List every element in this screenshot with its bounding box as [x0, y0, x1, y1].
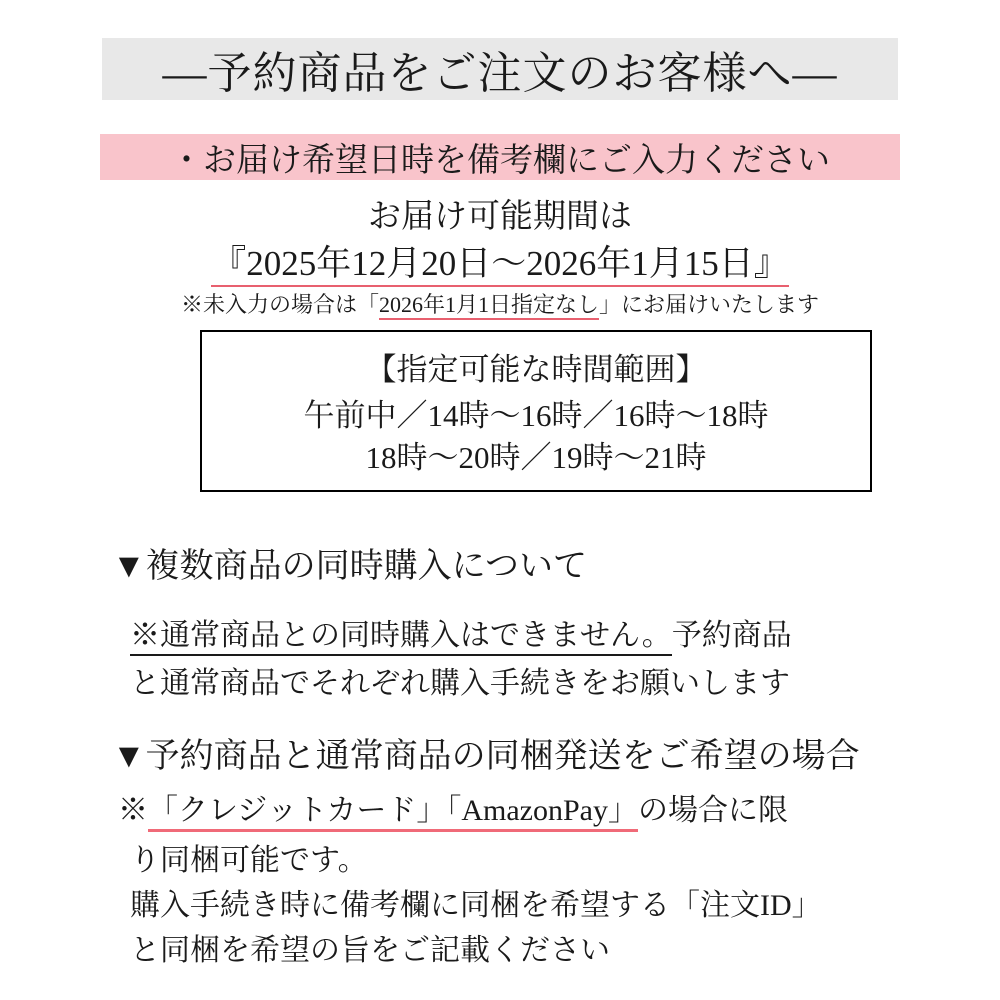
delivery-note-suffix: 」にお届けいたします [599, 292, 820, 317]
delivery-note-underlined: 2026年1月1日指定なし [379, 292, 599, 320]
section-bundle-line-3: 購入手続き時に備考欄に同梱を希望する「注文ID」 [130, 889, 822, 922]
header-banner [102, 38, 898, 100]
delivery-period-range [0, 236, 1000, 286]
time-range-box [200, 330, 872, 492]
section-bundle-line-2: り同梱可能です。 [130, 844, 368, 877]
section-bundle-line-1-suffix: の場合に限 [637, 794, 788, 827]
section-bundle-heading: ▼予約商品と通常商品の同梱発送をご希望の場合 [112, 738, 860, 775]
delivery-period-range-text: 『2025年12月20日〜2026年1月15日』 [211, 244, 789, 287]
delivery-default-note [0, 288, 1000, 319]
delivery-highlight-text: ・お届け希望日時を備考欄にご入力ください [170, 142, 830, 179]
section-multi-line-1 [130, 610, 792, 654]
time-range-row-2: 18時〜20時／19時〜21時 [365, 439, 707, 475]
delivery-highlight [100, 134, 900, 180]
section-bundle-line-1-prefix: ※ [118, 794, 148, 827]
delivery-period-label: お届け可能期間は [368, 199, 632, 235]
section-bundle-line-4: と同梱を希望の旨をご記載ください [130, 934, 610, 967]
section-multi-line-2: と通常商品でそれぞれ購入手続きをお願いします [130, 667, 790, 700]
delivery-note-prefix: ※未入力の場合は「 [180, 292, 379, 317]
page-title: ―予約商品をご注文のお客様へ― [162, 49, 838, 98]
section-bundle-line-1 [118, 785, 788, 829]
time-range-row-1: 午前中／14時〜16時／16時〜18時 [303, 397, 769, 433]
section-multi-heading: ▼複数商品の同時購入について [112, 548, 587, 585]
time-range-title: 【指定可能な時間範囲】 [365, 351, 707, 387]
section-multi-line-1-rest: 予約商品 [671, 619, 792, 652]
section-multi-line-1-underlined: ※通常商品との同時購入はできません。 [130, 619, 672, 656]
section-bundle-line-1-underlined: 「クレジットカード」「AmazonPay」 [148, 794, 638, 832]
